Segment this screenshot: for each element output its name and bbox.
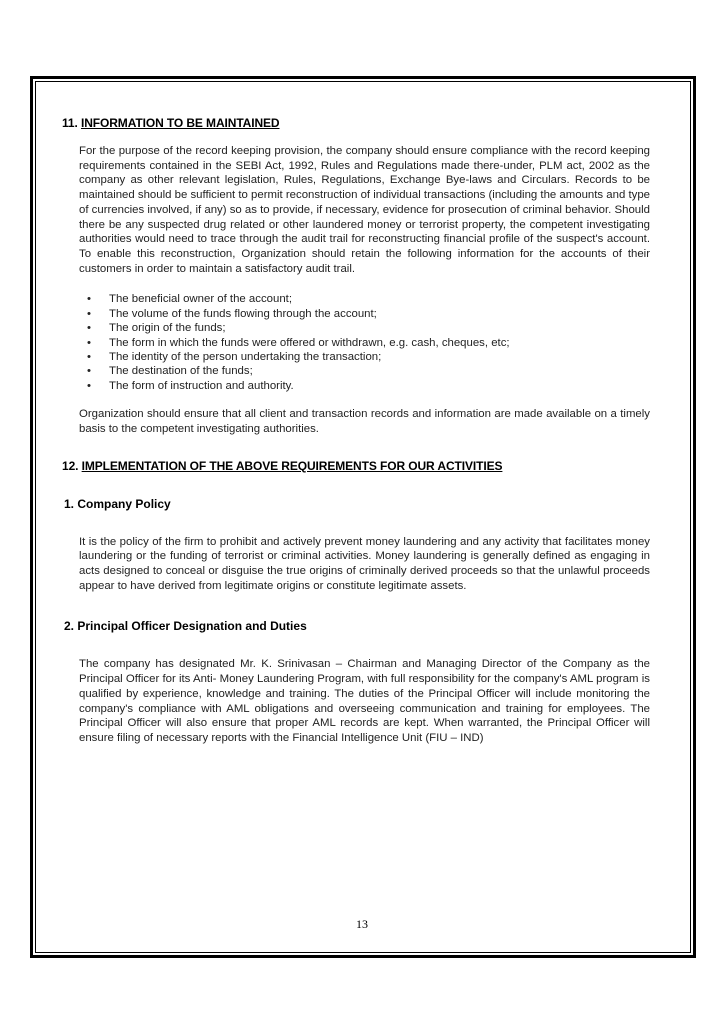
subsection-1-heading xyxy=(62,497,652,511)
section-title: IMPLEMENTATION OF THE ABOVE REQUIREMENTS FOR OUR ACTIVITIES xyxy=(81,458,503,473)
page-number: 13 xyxy=(356,917,368,931)
list-item: • The origin of the funds; xyxy=(87,322,226,335)
section-11-paragraph-2: Organization should ensure that all client and transaction records and information are made available on a timely basis to the competent investigating authorities. xyxy=(79,408,650,435)
list-item: • The beneficial owner of the account; xyxy=(87,293,292,306)
subsection-2-heading xyxy=(62,619,652,633)
bullet-icon: • xyxy=(87,336,91,349)
document-body xyxy=(62,116,652,746)
section-number: 12. xyxy=(62,458,79,473)
section-12-heading xyxy=(62,459,652,473)
list-item: • The volume of the funds flowing through the account; xyxy=(87,307,377,320)
list-item: • The form of instruction and authority. xyxy=(87,379,294,392)
bullet-icon: • xyxy=(87,350,91,363)
subsection-number: 2. xyxy=(64,619,75,634)
section-11-paragraph-1: For the purpose of the record keeping provision, the company should ensure compliance with the record keeping requirements contained in the SEBI Act, 1992, Rules and Regulations made there-under, PLM act, 2002 as the company as other relevant legislation, Rules, Regulations, Exchange Bye-laws and Circulars. Records to be maintained should be sufficient to permit reconstruction of individual transactions (including the amounts and type of currencies involved, if any) so as to provide, if necessary, evidence for prosecution of criminal behavior. Should there be any suspected drug related or other laundered money or terrorist property, the competent investigating authorities would need to trace through the audit trail for reconstructing financial profile of the suspect's account. To enable this reconstruction, Organization should retain the following information for the accounts of their customers in order to maintain a satisfactory audit trail. xyxy=(79,145,650,275)
information-list xyxy=(62,292,652,393)
bullet-icon: • xyxy=(87,365,91,378)
subsection-title: Principal Officer Designation and Duties xyxy=(77,619,307,634)
bullet-icon: • xyxy=(87,293,91,306)
bullet-icon: • xyxy=(87,322,91,335)
bullet-icon: • xyxy=(87,307,91,320)
list-item: • The destination of the funds; xyxy=(87,365,253,378)
subsection-number: 1. xyxy=(64,496,75,511)
list-item: • The identity of the person undertaking the transaction; xyxy=(87,350,382,363)
subsection-title: Company Policy xyxy=(77,496,171,511)
section-number: 11. xyxy=(62,116,78,130)
bullet-icon: • xyxy=(87,379,91,392)
company-policy-paragraph: It is the policy of the firm to prohibit and actively prevent money laundering and any activity that facilitates money laundering or the funding of terrorist or criminal activities. Money laundering is generally defined as engaging in acts designed to conceal or disguise the true origins of criminally derived proceeds so that the unlawful proceeds appear to have derived from legitimate origins or constitute legitimate assets. xyxy=(79,535,650,592)
list-item: • The form in which the funds were offered or withdrawn, e.g. cash, cheques, etc; xyxy=(87,336,510,349)
section-title: INFORMATION TO BE MAINTAINED xyxy=(80,116,280,130)
principal-officer-paragraph: The company has designated Mr. K. Srinivasan – Chairman and Managing Director of the Company as the Principal Officer for its Anti- Money Laundering Program, with full responsibility for the company's AML program is qualified by experience, knowledge and training. The duties of the Principal Officer will include monitoring the company's compliance with AML obligations and overseeing communication and training for employees. The Principal Officer will also ensure that proper AML records are kept. When warranted, the Principal Officer will ensure filing of necessary reports with the Financial Intelligence Unit (FIU – IND) xyxy=(79,658,650,744)
section-11-heading xyxy=(62,116,652,130)
